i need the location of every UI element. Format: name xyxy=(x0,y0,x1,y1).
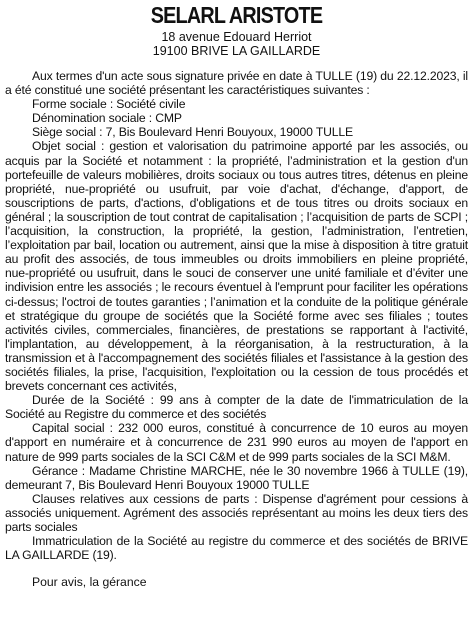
company-address xyxy=(5,30,468,58)
notice-body xyxy=(5,69,468,562)
field-siege-social: Siège social : 7, Bis Boulevard Henri Bouyoux, 19000 TULLE xyxy=(32,125,354,140)
field-gerance: Gérance : Madame Christine MARCHE, née le 30 novembre 1966 à TULLE (19), demeurant 7, Bis Boulevard Henri Bouyoux 19000 TULLE xyxy=(5,463,468,492)
field-forme-sociale: Forme sociale : Société civile xyxy=(32,97,186,112)
closing-signature: Pour avis, la gérance xyxy=(32,575,147,590)
field-clauses-cession: Clauses relatives aux cessions de parts : Dispense d'agrément pour cessions à associés uniquement. Agrément des associés représentant au moins les deux tiers des parts sociales xyxy=(5,491,468,534)
field-denomination: Dénomination sociale : CMP xyxy=(32,111,182,126)
company-name: SELARL ARISTOTE xyxy=(150,2,323,28)
notice-intro: Aux termes d'un acte sous signature privée en date à TULLE (19) du 22.12.2023, il a été constitué une société présentant les caractéristiques suivantes : xyxy=(5,69,468,98)
address-city: 19100 BRIVE LA GAILLARDE xyxy=(152,44,321,58)
field-objet-social: Objet social : gestion et valorisation du patrimoine apporté par les associés, ou acquis par la Société et notamment : la propriété, l’administration et la gestion d'un portefeuille de valeurs mobilières, droits sociaux ou tous autres titres, détenus en pleine propriété, nue-propriété ou usufruit, par voie d'achat, d'échange, d'apport, de souscriptions de parts, d'actions, d'obligations et de tous titres ou droits sociaux en général ; la souscription de tout contrat de capitalisation ; l’acquisition de parts de SCPI ; l’acquisition, la construction, la propriété, la gestion, l’administration, l’entretien, l’exploitation par bail, location ou autrement, ainsi que la mise à disposition à titre gratuit au profit des associés, de tous immeubles ou droits immobiliers en pleine propriété, nue-propriété ou usufruit, dans le souci de conserver une unité familiale et d’éviter une indivision entre les associés ; le recours éventuel à l'emprunt pour faciliter les opérations ci-dessus; l'octroi de toutes garanties ; l’animation et la conduite de la politique générale et stratégique du groupe de sociétés que la Société forme avec ses filiales ; toutes activités civiles, commerciales, financières, de prestations se rapportant à l'activité, l'implantation, au développement, à la réorganisation, à la restructuration, à la transmission et à l'accompagnement des sociétés filiales et l'assistance à la gestion des sociétés filiales, la prise, l'acquisition, l'exploitation ou la cession de tous procédés et brevets concernant ces activités, xyxy=(5,139,468,394)
legal-notice xyxy=(5,2,468,589)
field-immatriculation: Immatriculation de la Société au registre du commerce et des sociétés de BRIVE LA GAILLARDE (19). xyxy=(5,534,468,563)
address-street: 18 avenue Edouard Herriot xyxy=(161,30,312,44)
field-capital: Capital social : 232 000 euros, constitué à concurrence de 10 euros au moyen d'apport en numéraire et à concurrence de 231 990 euros au moyen de l'apport en nature de 999 parts sociales de la SCI C&M et de 999 parts sociales de la SCI M&M. xyxy=(5,421,468,464)
field-duree: Durée de la Société : 99 ans à compter de la date de l'immatriculation de la Société au Registre du commerce et des sociétés xyxy=(5,393,468,422)
